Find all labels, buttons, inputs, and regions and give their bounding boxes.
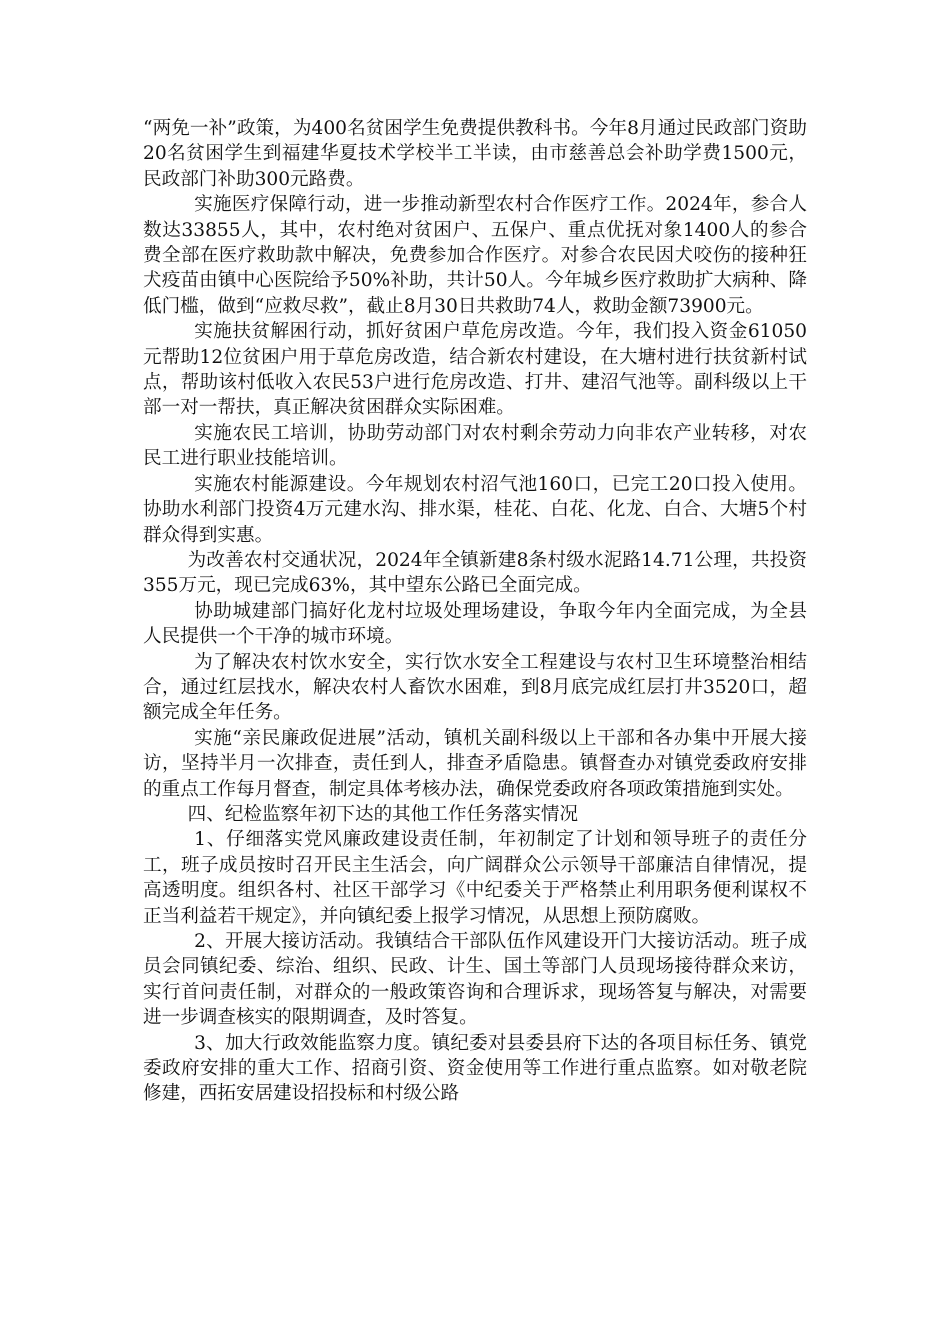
paragraph-item-1: 1、仔细落实党风廉政建设责任制，年初制定了计划和领导班子的责任分工，班子成员按时召开民主生活会，向广阔群众公示领导干部廉洁自律情况，提高透明度。组织各村、社区干部学习《中纪委关于严格禁止利用职务便利谋权不正当利益若干规定》，并向镇纪委上报学习情况，从思想上预防腐败。 <box>143 829 807 927</box>
section-heading-four: 四、纪检监察年初下达的其他工作任务落实情况 <box>187 803 579 825</box>
paragraph-education-aid: “两免一补”政策，为400名贫困学生免费提供教科书。今年8月通过民政部门资助20名贫困学生到福建华夏技术学校半工半读，由市慈善总会补助学费1500元，民政部门补助300元路费。 <box>143 118 807 190</box>
paragraph-migrant-training: 实施农民工培训，协助劳动部门对农村剩余劳动力向非农产业转移，对农民工进行职业技能培训。 <box>143 422 807 470</box>
paragraph-rural-roads: 为改善农村交通状况，2024年全镇新建8条村级水泥路14.71公理，共投资355万元，现已完成63%，其中望东公路已全面完成。 <box>143 549 807 597</box>
paragraph-rural-energy: 实施农村能源建设。今年规划农村沼气池160口，已完工20口投入使用。协助水利部门投资4万元建水沟、排水渠，桂花、白花、化龙、白合、大塘5个村群众得到实惠。 <box>143 473 807 546</box>
paragraph-item-3: 3、加大行政效能监察力度。镇纪委对县委县府下达的各项目标任务、镇党委政府安排的重大工作、招商引资、资金使用等工作进行重点监察。如对敬老院修建，西拓安居建设招投标和村级公路 <box>143 1032 807 1105</box>
paragraph-waste-plant: 协助城建部门搞好化龙村垃圾处理场建设，争取今年内全面完成，为全县人民提供一个干净的城市环境。 <box>143 600 807 648</box>
paragraph-item-2: 2、开展大接访活动。我镇结合干部队伍作风建设开门大接访活动。班子成员会同镇纪委、综治、组织、民政、计生、国土等部门人员现场接待群众来访，实行首问责任制，对群众的一般政策咨询和合理诉求，现场答复与解决，对需要进一步调查核实的限期调查，及时答复。 <box>143 931 807 1029</box>
paragraph-drinking-water: 为了解决农村饮水安全，实行饮水安全工程建设与农村卫生环境整治相结合，通过红层找水，解决农村人畜饮水困难，到8月底完成红层打井3520口，超额完成全年任务。 <box>143 651 807 724</box>
paragraph-integrity-campaign: 实施“亲民廉政促进展”活动，镇机关副科级以上干部和各办集中开展大接访，坚持半月一次排查，责任到人，排查矛盾隐患。镇督查办对镇党委政府安排的重点工作每月督查，制定具体考核办法，确保党委政府各项政策措施到实处。 <box>143 727 807 800</box>
document-page <box>143 116 807 1107</box>
paragraph-poverty-relief: 实施扶贫解困行动，抓好贫困户草危房改造。今年，我们投入资金61050元帮助12位贫困户用于草危房改造，结合新农村建设，在大塘村进行扶贫新村试点，帮助该村低收入农民53户进行危房改造、打井、建沼气池等。副科级以上干部一对一帮扶，真正解决贫困群众实际困难。 <box>143 321 807 419</box>
paragraph-medical-security: 实施医疗保障行动，进一步推动新型农村合作医疗工作。2024年，参合人数达33855人，其中，农村绝对贫困户、五保户、重点优抚对象1400人的参合费全部在医疗救助款中解决，免费参加合作医疗。对参合农民因犬咬伤的接种狂犬疫苗由镇中心医院给予50%补助，共计50人。今年城乡医疗救助扩大病种、降低门槛，做到“应救尽救”，截止8月30日共救助74人，救助金额73900元。 <box>143 194 807 317</box>
